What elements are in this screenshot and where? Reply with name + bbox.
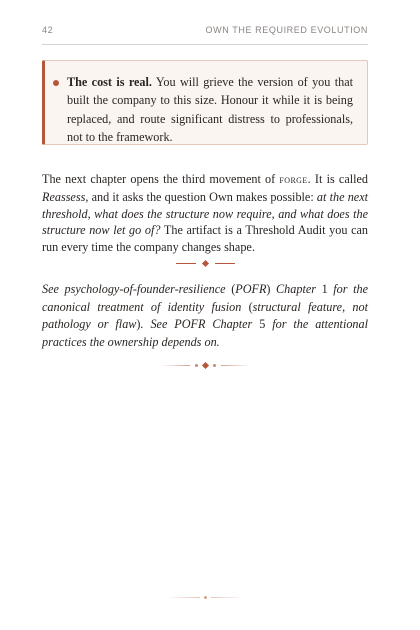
ornament-line	[160, 365, 190, 366]
paragraph-text: The next chapter opens the third movement of	[42, 172, 280, 186]
running-title: OWN THE REQUIRED EVOLUTION	[205, 25, 368, 35]
chapter-number: 1	[321, 282, 328, 296]
running-header	[42, 25, 368, 35]
callout-box	[42, 60, 368, 145]
paragraph-text: . It is called	[307, 172, 369, 186]
reassess-term: Reassess	[42, 189, 86, 204]
ornament-line	[166, 597, 200, 598]
note-text: POFR	[235, 282, 267, 296]
note-paren: (	[248, 299, 253, 314]
body-paragraph	[42, 171, 368, 256]
reference-note	[42, 281, 368, 351]
page-number: 42	[42, 25, 54, 35]
divider-line	[215, 263, 235, 264]
note-text: for the canonical treatment of identity fusion	[42, 282, 368, 314]
note-text: for the attentional practices the ownership depends on.	[42, 317, 368, 349]
forge-small-caps: forge	[279, 174, 308, 186]
dot-icon	[213, 364, 216, 367]
footer-ornament	[0, 596, 410, 599]
ornament-line	[221, 365, 251, 366]
diamond-icon	[201, 260, 208, 267]
dot-icon	[204, 596, 207, 599]
bullet-icon	[53, 80, 59, 86]
divider-line	[176, 263, 196, 264]
note-text: See psychology-of-founder-resilience	[42, 282, 232, 296]
chapter-number: 5	[259, 317, 266, 332]
note-paren: )	[136, 317, 141, 332]
note-text: . See POFR Chapter	[140, 317, 260, 332]
ornament-line	[211, 597, 245, 598]
header-rule	[42, 44, 368, 45]
callout-body: You will grieve the version of you that built the company to this size. Honour it while it is being replaced, and route significant distress to professionals, not to the framework.	[67, 75, 353, 144]
diamond-icon	[201, 362, 208, 369]
callout-bullet-item	[67, 73, 353, 146]
section-divider	[0, 261, 410, 266]
chapter-end-ornament	[0, 363, 410, 368]
dot-icon	[195, 364, 198, 367]
note-text: Chapter	[270, 282, 322, 296]
note-paren: (	[231, 282, 236, 296]
note-paren: )	[266, 282, 271, 296]
paragraph-text: The artifact is a Threshold Audit you can run every time the company changes shape.	[42, 223, 368, 255]
callout-lead: The cost is real.	[67, 75, 152, 89]
threshold-question: at the next threshold, what does the structure now require, and what does the structure now let go of?	[42, 189, 368, 238]
paragraph-text: , and it asks the question Own makes possible:	[85, 189, 317, 204]
note-text: structural feature, not pathology or flaw	[42, 299, 368, 332]
